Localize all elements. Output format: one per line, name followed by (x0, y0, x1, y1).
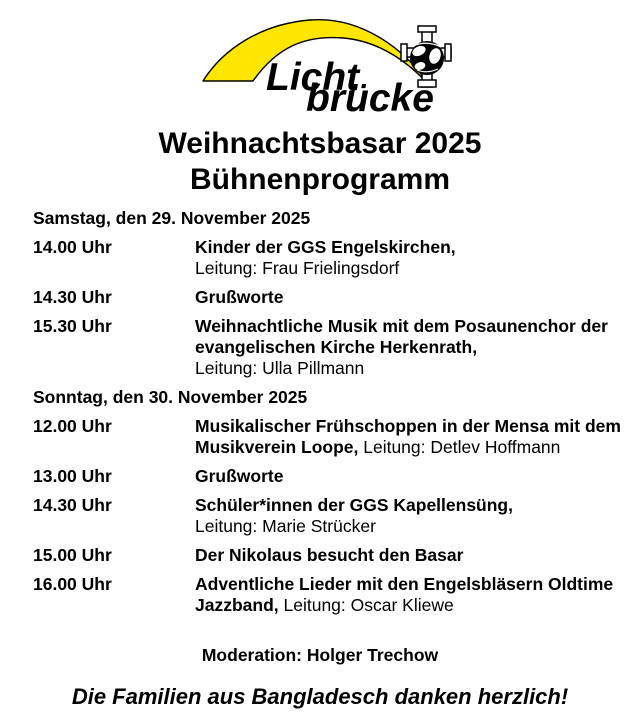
event-text-bold: Weihnachtliche Musik mit dem Posaunenchor der (195, 316, 608, 336)
event-text-bold: Jazzband, (195, 595, 279, 615)
moderation-line: Moderation: Holger Trechow (201, 645, 439, 665)
day-heading-saturday: Samstag, den 29. November 2025 (33, 208, 311, 228)
event-text-bold: Adventliche Lieder mit den Engelsbläsern Oldtime (195, 574, 614, 594)
event-text-bold: evangelischen Kirche Herkenrath, (195, 337, 478, 357)
event-description (195, 495, 640, 537)
event-row (0, 416, 640, 458)
event-text-normal: Leitung: Ulla Pillmann (195, 358, 365, 378)
thanks-line: Die Familien aus Bangladesch danken herzlich! (71, 684, 569, 709)
event-text-bold: Grußworte (195, 466, 284, 486)
logo-text-licht: Licht (266, 56, 360, 99)
event-text-bold: Musikverein Loope, (195, 437, 359, 457)
event-row (0, 466, 640, 487)
event-text-bold: Grußworte (195, 287, 284, 307)
event-text-bold: Der Nikolaus besucht den Basar (195, 545, 464, 565)
event-description (195, 545, 640, 566)
event-row (0, 545, 640, 566)
event-description (195, 416, 640, 458)
event-description (195, 466, 640, 487)
program-list (0, 208, 640, 616)
event-description (195, 316, 640, 379)
event-time: 14.30 Uhr (33, 287, 112, 307)
event-time: 15.30 Uhr (33, 316, 112, 336)
event-text-bold: Kinder der GGS Engelskirchen, (195, 237, 456, 257)
event-time: 14.30 Uhr (33, 495, 112, 515)
event-time: 15.00 Uhr (33, 545, 112, 565)
event-text-normal: Leitung: Detlev Hoffmann (358, 437, 561, 457)
event-description (195, 574, 640, 616)
event-text-bold: Musikalischer Frühschoppen in der Mensa mit dem (195, 416, 621, 436)
logo-text-bruecke: brücke (306, 77, 434, 120)
day-heading-sunday: Sonntag, den 30. November 2025 (33, 387, 308, 407)
event-description (195, 287, 640, 308)
event-row (0, 287, 640, 308)
event-row (0, 495, 640, 537)
event-text-normal: Leitung: Oscar Kliewe (278, 595, 454, 615)
event-description (195, 237, 640, 279)
event-row (0, 237, 640, 279)
event-time: 12.00 Uhr (33, 416, 112, 436)
event-row (0, 316, 640, 379)
event-text-bold: Schüler*innen der GGS Kapellensüng, (195, 495, 513, 515)
lichtbruecke-logo (0, 15, 640, 120)
page-subtitle: Bühnenprogramm (189, 163, 450, 196)
event-text-normal: Leitung: Marie Strücker (195, 516, 376, 536)
page-title: Weihnachtsbasar 2025 (158, 127, 482, 160)
event-row (0, 574, 640, 616)
event-time: 16.00 Uhr (33, 574, 112, 594)
event-time: 14.00 Uhr (33, 237, 112, 257)
event-text-normal: Leitung: Frau Frielingsdorf (195, 258, 400, 278)
event-time: 13.00 Uhr (33, 466, 112, 486)
